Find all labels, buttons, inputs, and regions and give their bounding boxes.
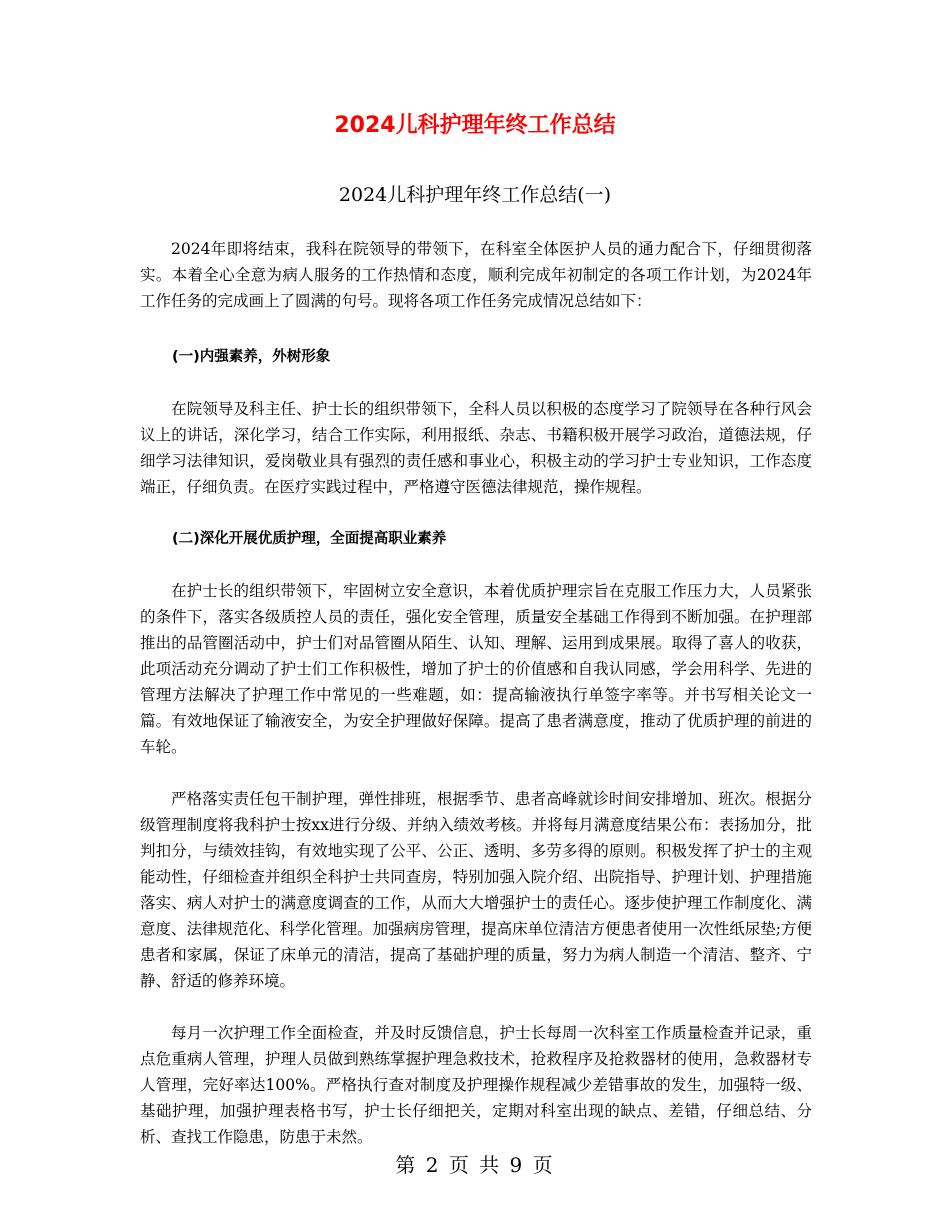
- section-1-paragraph-1: 在院领导及科主任、护士长的组织带领下，全科人员以积极的态度学习了院领导在各种行风会议上的讲话，深化学习，结合工作实际，利用报纸、杂志、书籍积极开展学习政治，道德法规，仔细学习法律知识，爱岗敬业具有强烈的责任感和事业心，积极主动的学习护士专业知识，工作态度端正，仔细负责。在医疗实践过程中，严格遵守医德法律规范，操作规程。: [140, 400, 812, 496]
- document-title: 2024儿科护理年终工作总结: [334, 113, 616, 138]
- section-heading-1: (一)内强素养，外树形象: [172, 349, 331, 365]
- document-body: [140, 236, 812, 1150]
- document-subtitle: 2024儿科护理年终工作总结(一): [338, 184, 612, 206]
- section-heading-2: (二)深化开展优质护理，全面提高职业素养: [172, 531, 447, 547]
- section-2-paragraph-2: 严格落实责任包干制护理，弹性排班，根据季节、患者高峰就诊时间安排增加、班次。根据分级管理制度将我科护士按xx进行分级、并纳入绩效考核。并将每月满意度结果公布：表扬加分，批判扣分，与绩效挂钩，有效地实现了公平、公正、透明、多劳多得的原则。积极发挥了护士的主观能动性，仔细检查并组织全科护士共同查房，特别加强入院介绍、出院指导、护理计划、护理措施落实、病人对护士的满意度调查的工作，从而大大增强护士的责任心。逐步使护理工作制度化、满意度、法律规范化、科学化管理。加强病房管理，提高床单位清洁方便患者使用一次性纸尿垫;方便患者和家属，保证了床单元的清洁，提高了基础护理的质量，努力为病人制造一个清洁、整齐、宁静、舒适的修养环境。: [140, 790, 812, 990]
- intro-paragraph: 2024年即将结束，我科在院领导的带领下，在科室全体医护人员的通力配合下，仔细贯彻落实。本着全心全意为病人服务的工作热情和态度，顺利完成年初制定的各项工作计划，为2024年工作任务的完成画上了圆满的句号。现将各项工作任务完成情况总结如下：: [140, 240, 812, 310]
- section-2-paragraph-3: 每月一次护理工作全面检查，并及时反馈信息，护士长每周一次科室工作质量检查并记录，重点危重病人管理，护理人员做到熟练掌握护理急救技术，抢救程序及抢救器材的使用，急救器材专人管理，完好率达100%。严格执行查对制度及护理操作规程减少差错事故的发生，加强特一级、基础护理，加强护理表格书写，护士长仔细把关，定期对科室出现的缺点、差错，仔细总结、分析、查找工作隐患，防患于未然。: [140, 1024, 812, 1146]
- page-number-footer: 第 2 页 共 9 页: [395, 1153, 555, 1177]
- section-2-paragraph-1: 在护士长的组织带领下，牢固树立安全意识，本着优质护理宗旨在克服工作压力大，人员紧张的条件下，落实各级质控人员的责任，强化安全管理，质量安全基础工作得到不断加强。在护理部推出的品管圈活动中，护士们对品管圈从陌生、认知、理解、运用到成果展。取得了喜人的收获，此项活动充分调动了护士们工作积极性，增加了护士的价值感和自我认同感，学会用科学、先进的管理方法解决了护理工作中常见的一些难题，如：提高输液执行单签字率等。并书写相关论文一篇。有效地保证了输液安全，为安全护理做好保障。提高了患者满意度，推动了优质护理的前进的车轮。: [140, 582, 812, 756]
